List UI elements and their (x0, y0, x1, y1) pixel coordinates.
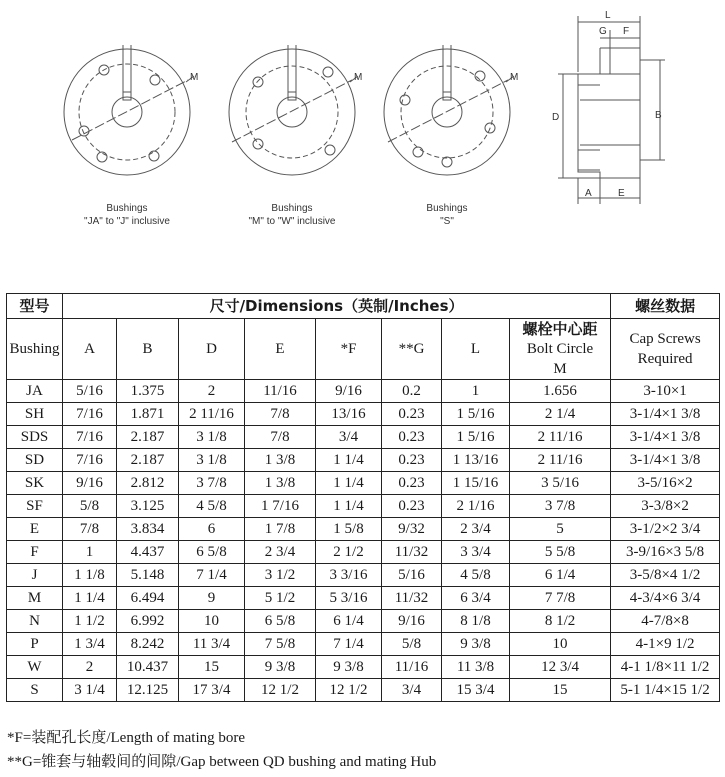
table-cell: 7/16 (63, 426, 117, 449)
bushing-model-cell: SD (7, 449, 63, 472)
table-cell: 9 3/8 (245, 656, 316, 679)
table-cell: 2 11/16 (510, 426, 611, 449)
table-cell: 3 3/16 (316, 564, 382, 587)
bushing-s-view (384, 45, 514, 175)
table-cell: 2 (179, 380, 245, 403)
table-cell: 6 (179, 518, 245, 541)
bushing-ja-j-view (64, 45, 194, 175)
table-cell: 3-1/4×1 3/8 (611, 449, 720, 472)
dimension-table (6, 293, 720, 702)
table-cell: 1.375 (117, 380, 179, 403)
col-header-f: *F (316, 319, 382, 380)
table-cell: 3 3/4 (442, 541, 510, 564)
table-cell: 1 (63, 541, 117, 564)
table-cell: 3/4 (382, 679, 442, 702)
table-cell: 1 13/16 (442, 449, 510, 472)
table-cell: 3 1/8 (179, 426, 245, 449)
table-cell: 12 1/2 (245, 679, 316, 702)
table-cell: 8.242 (117, 633, 179, 656)
label-m-3: M (510, 72, 519, 83)
table-cell: 6 5/8 (179, 541, 245, 564)
table-cell: 4-3/4×6 3/4 (611, 587, 720, 610)
table-cell: 4.437 (117, 541, 179, 564)
table-cell: 5/8 (382, 633, 442, 656)
table-cell: 7/8 (63, 518, 117, 541)
table-row (7, 656, 720, 679)
table-cell: 3 7/8 (179, 472, 245, 495)
table-cell: 0.2 (382, 380, 442, 403)
table-cell: 3-1/2×2 3/4 (611, 518, 720, 541)
table-cell: 2 3/4 (442, 518, 510, 541)
table-cell: 9 3/8 (316, 656, 382, 679)
bushing-model-cell: E (7, 518, 63, 541)
table-cell: 0.23 (382, 449, 442, 472)
table-cell: 5-1 1/4×15 1/2 (611, 679, 720, 702)
table-cell: 0.23 (382, 495, 442, 518)
table-cell: 3/4 (316, 426, 382, 449)
bushing-model-cell: P (7, 633, 63, 656)
table-cell: 5/16 (382, 564, 442, 587)
table-cell: 9/16 (63, 472, 117, 495)
table-cell: 3.834 (117, 518, 179, 541)
dimensions-header: 尺寸/Dimensions（英制/Inches） (63, 294, 611, 319)
table-cell: 3 5/16 (510, 472, 611, 495)
table-cell: 9 (179, 587, 245, 610)
table-cell: 2 (63, 656, 117, 679)
table-cell: 13/16 (316, 403, 382, 426)
bushing-m-w-view (229, 45, 358, 175)
table-cell: 7/16 (63, 449, 117, 472)
table-cell: 12 3/4 (510, 656, 611, 679)
table-row (7, 564, 720, 587)
table-cell: 1.871 (117, 403, 179, 426)
table-cell: 2.187 (117, 426, 179, 449)
table-cell: 1 1/4 (63, 587, 117, 610)
table-row (7, 380, 720, 403)
bushing-model-cell: F (7, 541, 63, 564)
table-cell: 17 3/4 (179, 679, 245, 702)
bushing-model-cell: SDS (7, 426, 63, 449)
table-cell: 1 3/4 (63, 633, 117, 656)
table-row (7, 587, 720, 610)
label-d: D (552, 112, 560, 123)
table-cell: 0.23 (382, 472, 442, 495)
table-cell: 4 5/8 (179, 495, 245, 518)
table-cell: 1 1/2 (63, 610, 117, 633)
table-cell: 10 (179, 610, 245, 633)
label-a: A (585, 188, 592, 199)
bushing-side-view (558, 16, 665, 204)
table-cell: 3-3/8×2 (611, 495, 720, 518)
table-cell: 6 1/4 (316, 610, 382, 633)
table-cell: 8 1/8 (442, 610, 510, 633)
table-cell: 1 5/16 (442, 426, 510, 449)
table-cell: 15 (179, 656, 245, 679)
table-cell: 11 3/4 (179, 633, 245, 656)
table-cell: 1 1/4 (316, 495, 382, 518)
table-cell: 0.23 (382, 426, 442, 449)
bushing-model-cell: SK (7, 472, 63, 495)
table-cell: 2 11/16 (510, 449, 611, 472)
table-cell: 5 1/2 (245, 587, 316, 610)
table-row (7, 449, 720, 472)
table-cell: 15 (510, 679, 611, 702)
bushing-model-cell: JA (7, 380, 63, 403)
table-cell: 6.494 (117, 587, 179, 610)
table-cell: 2.187 (117, 449, 179, 472)
table-row (7, 541, 720, 564)
label-m-2: M (354, 72, 363, 83)
table-row (7, 633, 720, 656)
table-cell: 1 (442, 380, 510, 403)
table-cell: 12.125 (117, 679, 179, 702)
table-cell: 4-1 1/8×11 1/2 (611, 656, 720, 679)
table-cell: 2 1/16 (442, 495, 510, 518)
table-cell: 1 5/16 (442, 403, 510, 426)
table-cell: 15 3/4 (442, 679, 510, 702)
table-row (7, 518, 720, 541)
cap-screws-header: Cap Screws Required (611, 319, 720, 380)
table-cell: 3-1/4×1 3/8 (611, 403, 720, 426)
table-cell: 3-10×1 (611, 380, 720, 403)
table-cell: 4-1×9 1/2 (611, 633, 720, 656)
table-cell: 3-9/16×3 5/8 (611, 541, 720, 564)
table-cell: 9/32 (382, 518, 442, 541)
table-row (7, 679, 720, 702)
table-cell: 1 1/8 (63, 564, 117, 587)
label-b: B (655, 110, 662, 121)
bushing-model-cell: S (7, 679, 63, 702)
table-cell: 3-5/16×2 (611, 472, 720, 495)
table-cell: 11 3/8 (442, 656, 510, 679)
col-header-b: B (117, 319, 179, 380)
table-cell: 11/32 (382, 587, 442, 610)
bushing-model-cell: W (7, 656, 63, 679)
table-cell: 3.125 (117, 495, 179, 518)
table-row (7, 495, 720, 518)
bolt-circle-header: 螺栓中心距 Bolt Circle M (510, 319, 611, 380)
table-cell: 3-5/8×4 1/2 (611, 564, 720, 587)
table-cell: 5/16 (63, 380, 117, 403)
col-header-e: E (245, 319, 316, 380)
table-cell: 1 1/4 (316, 449, 382, 472)
table-cell: 3 1/4 (63, 679, 117, 702)
table-cell: 5 (510, 518, 611, 541)
table-cell: 1 7/16 (245, 495, 316, 518)
table-cell: 1 1/4 (316, 472, 382, 495)
caption-s: Bushings "S" (426, 203, 468, 227)
table-cell: 2 1/4 (510, 403, 611, 426)
table-cell: 1 5/8 (316, 518, 382, 541)
table-cell: 5/8 (63, 495, 117, 518)
label-f: F (623, 26, 630, 37)
label-m-1: M (190, 72, 199, 83)
table-cell: 6 5/8 (245, 610, 316, 633)
table-cell: 1 3/8 (245, 472, 316, 495)
table-cell: 9/16 (382, 610, 442, 633)
table-cell: 5 3/16 (316, 587, 382, 610)
table-cell: 6 1/4 (510, 564, 611, 587)
table-cell: 5.148 (117, 564, 179, 587)
table-cell: 1 3/8 (245, 449, 316, 472)
bushing-model-cell: N (7, 610, 63, 633)
table-cell: 9 3/8 (442, 633, 510, 656)
col-header-d: D (179, 319, 245, 380)
table-cell: 11/16 (245, 380, 316, 403)
caption-m-w: Bushings "M" to "W" inclusive (248, 203, 336, 227)
table-cell: 12 1/2 (316, 679, 382, 702)
table-cell: 10 (510, 633, 611, 656)
table-cell: 1.656 (510, 380, 611, 403)
table-cell: 6.992 (117, 610, 179, 633)
table-cell: 7 1/4 (316, 633, 382, 656)
table-cell: 7/8 (245, 403, 316, 426)
table-cell: 4-7/8×8 (611, 610, 720, 633)
table-cell: 7 7/8 (510, 587, 611, 610)
note-g: **G=锥套与轴毂间的间隙/Gap between QD bushing and mating Hub (7, 752, 437, 770)
table-cell: 8 1/2 (510, 610, 611, 633)
table-cell: 0.23 (382, 403, 442, 426)
table-row (7, 472, 720, 495)
table-cell: 11/16 (382, 656, 442, 679)
table-cell: 3 1/8 (179, 449, 245, 472)
table-cell: 7/8 (245, 426, 316, 449)
table-cell: 6 3/4 (442, 587, 510, 610)
table-cell: 3-1/4×1 3/8 (611, 426, 720, 449)
bushing-model-cell: SF (7, 495, 63, 518)
table-cell: 1 7/8 (245, 518, 316, 541)
col-header-l: L (442, 319, 510, 380)
table-cell: 3 1/2 (245, 564, 316, 587)
table-cell: 3 7/8 (510, 495, 611, 518)
table-cell: 9/16 (316, 380, 382, 403)
bushing-diagrams (0, 0, 725, 290)
bushing-model-cell: J (7, 564, 63, 587)
cap-screws-title: 螺丝数据 (611, 294, 720, 319)
table-cell: 2 3/4 (245, 541, 316, 564)
label-g: G (599, 26, 607, 37)
table-cell: 4 5/8 (442, 564, 510, 587)
table-cell: 7 1/4 (179, 564, 245, 587)
col-header-g: **G (382, 319, 442, 380)
bushing-header: Bushing (7, 319, 63, 380)
table-cell: 2 1/2 (316, 541, 382, 564)
table-cell: 7/16 (63, 403, 117, 426)
label-e: E (618, 188, 625, 199)
table-row (7, 426, 720, 449)
technical-drawing (0, 0, 725, 290)
bushing-model-cell: M (7, 587, 63, 610)
caption-ja-j: Bushings "JA" to "J" inclusive (84, 203, 170, 227)
table-cell: 10.437 (117, 656, 179, 679)
model-header: 型号 (7, 294, 63, 319)
table-row (7, 610, 720, 633)
label-l: L (605, 10, 611, 21)
table-cell: 2 11/16 (179, 403, 245, 426)
table-row (7, 403, 720, 426)
bushing-model-cell: SH (7, 403, 63, 426)
note-f: *F=装配孔长度/Length of mating bore (7, 728, 246, 746)
table-cell: 2.812 (117, 472, 179, 495)
table-cell: 7 5/8 (245, 633, 316, 656)
table-cell: 11/32 (382, 541, 442, 564)
col-header-a: A (63, 319, 117, 380)
table-cell: 5 5/8 (510, 541, 611, 564)
table-cell: 1 15/16 (442, 472, 510, 495)
